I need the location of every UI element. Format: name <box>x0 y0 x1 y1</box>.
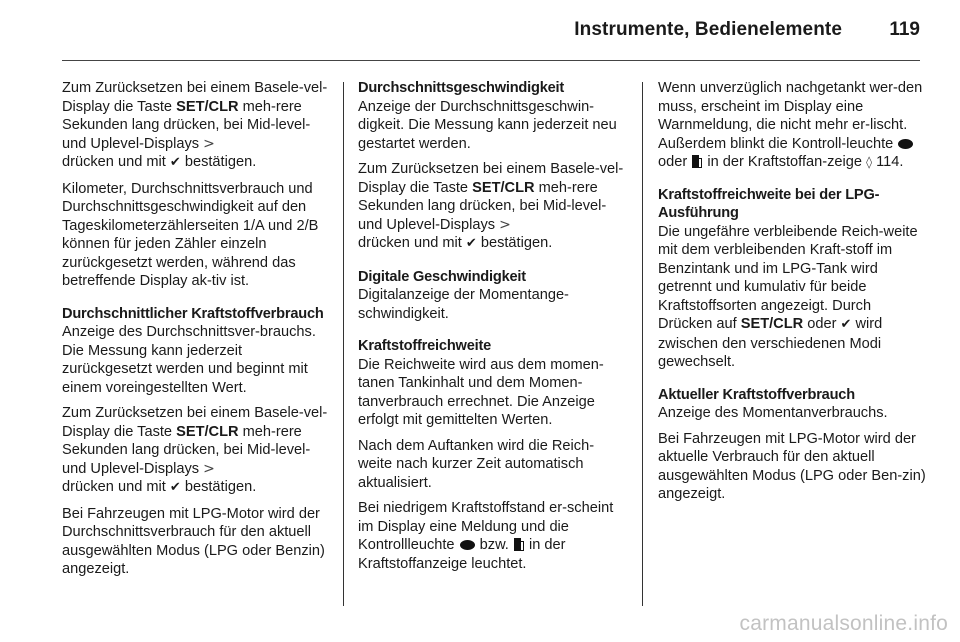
set-clr-label: SET/CLR <box>740 316 804 332</box>
warning-lamp-icon <box>460 540 475 550</box>
check-icon: ✔ <box>169 480 181 495</box>
paragraph: Kilometer, Durchschnittsverbrauch und Durchschnittsgeschwindigkeit auf den Tageskilometerzählerseiten 1/A und 2/B können für jeden Zähler einzeln zurückgesetzt werden, während das betreffende Display ak-tiv ist. <box>62 180 319 289</box>
paragraph: Bei Fahrzeugen mit LPG-Motor wird der aktuelle Verbrauch für den aktuell ausgewählten Modus (LPG oder Ben-zin) angezeigt. <box>658 430 926 502</box>
set-clr-label: SET/CLR <box>472 179 535 196</box>
paragraph: Bei Fahrzeugen mit LPG-Motor wird der Durchschnittsverbrauch für den aktuell ausgewählten Modus (LPG oder Benzin) angezeigt. <box>62 505 325 577</box>
page-reference-icon: ◊ <box>866 155 872 169</box>
subheading: Kraftstoffreichweite <box>358 338 492 354</box>
paragraph: Die Reichweite wird aus dem momen-tanen Tankinhalt und dem Momen-tanverbrauch errechnet. Die Anzeige erfolgt mit gemittelten Werten. <box>358 356 604 428</box>
paragraph: Anzeige des Durchschnittsver-brauchs. Die Messung kann jederzeit zurückgesetzt werden und beginnt mit einem voreingestellten Wert. <box>62 324 316 396</box>
chevron-right-icon: > <box>203 135 215 152</box>
paragraph: Zum Zurücksetzen bei einem Basele-vel-Display die Taste SET/CLR meh-rere Sekunden lang drücken, bei Mid-level- und Uplevel-Displays > drücken und mit ✔ bestätigen. <box>62 405 328 495</box>
paragraph: Anzeige der Durchschnittsgeschwin-digkeit. Die Messung kann jederzeit neu gestartet werden. <box>358 98 617 152</box>
page-reference-link[interactable]: 114 <box>876 154 900 170</box>
column-divider-1 <box>343 82 344 606</box>
text-column-3 <box>658 79 928 511</box>
fuel-pump-icon <box>514 538 524 551</box>
fuel-pump-icon <box>692 155 702 168</box>
subheading: Durchschnittsgeschwindigkeit <box>358 80 565 96</box>
column-divider-2 <box>642 82 643 606</box>
warning-lamp-icon <box>898 139 913 149</box>
subheading: Aktueller Kraftstoffverbrauch <box>658 386 855 403</box>
text-column-1 <box>62 79 328 586</box>
set-clr-label: SET/CLR <box>176 423 239 440</box>
set-clr-label: SET/CLR <box>176 98 239 115</box>
paragraph: Bei niedrigem Kraftstoffstand er-scheint im Display eine Meldung und die Kontrollleuchte bzw. in der Kraftstoffanzeige leuchtet. <box>358 500 614 572</box>
header-divider <box>62 60 920 61</box>
text-column-2 <box>358 79 628 580</box>
chevron-right-icon: > <box>499 216 511 233</box>
paragraph: Zum Zurücksetzen bei einem Basele-vel-Display die Taste SET/CLR meh-rere Sekunden lang drücken, bei Mid-level- und Uplevel-Displays > drücken und mit ✔ bestätigen. <box>62 80 328 170</box>
check-icon: ✔ <box>840 317 852 332</box>
subheading: Durchschnittlicher Kraftstoffverbrauch <box>62 305 324 322</box>
section-title: Instrumente, Bedienelemente <box>574 19 842 40</box>
paragraph: Digitalanzeige der Momentange-schwindigkeit. <box>358 287 569 322</box>
paragraph: Wenn unverzüglich nachgetankt wer-den muss, erscheint im Display eine Warnmeldung, die nicht mehr er-lischt. Außerdem blinkt die Kontroll-leuchte oder in der Kraftstoffan-zeige ◊ 114. <box>658 80 923 170</box>
paragraph: Die ungefähre verbleibende Reich-weite mit dem verbleibenden Kraft-stoff im Benzintank und im LPG-Tank wird getrennt und kumulativ für beide Kraftstoffsorten angezeigt. Durch Drücken auf SET/CLR oder ✔ wird zwischen den verschiedenen Modi gewechselt. <box>658 223 918 370</box>
subheading: Kraftstoffreichweite bei der LPG-Ausführung <box>658 186 880 221</box>
page-number: 119 <box>889 19 920 40</box>
paragraph: Anzeige des Momentanverbrauchs. <box>658 405 888 421</box>
check-icon: ✔ <box>169 155 181 170</box>
paragraph: Zum Zurücksetzen bei einem Basele-vel-Display die Taste SET/CLR meh-rere Sekunden lang drücken, bei Mid-level- und Uplevel-Displays > drücken und mit ✔ bestätigen. <box>358 161 624 251</box>
check-icon: ✔ <box>465 236 477 251</box>
page-header <box>0 0 960 64</box>
watermark: carmanualsonline.info <box>739 612 948 635</box>
subheading: Digitale Geschwindigkeit <box>358 268 526 285</box>
chevron-right-icon: > <box>203 460 215 477</box>
paragraph: Nach dem Auftanken wird die Reich-weite nach kurzer Zeit automatisch aktualisiert. <box>358 437 595 491</box>
